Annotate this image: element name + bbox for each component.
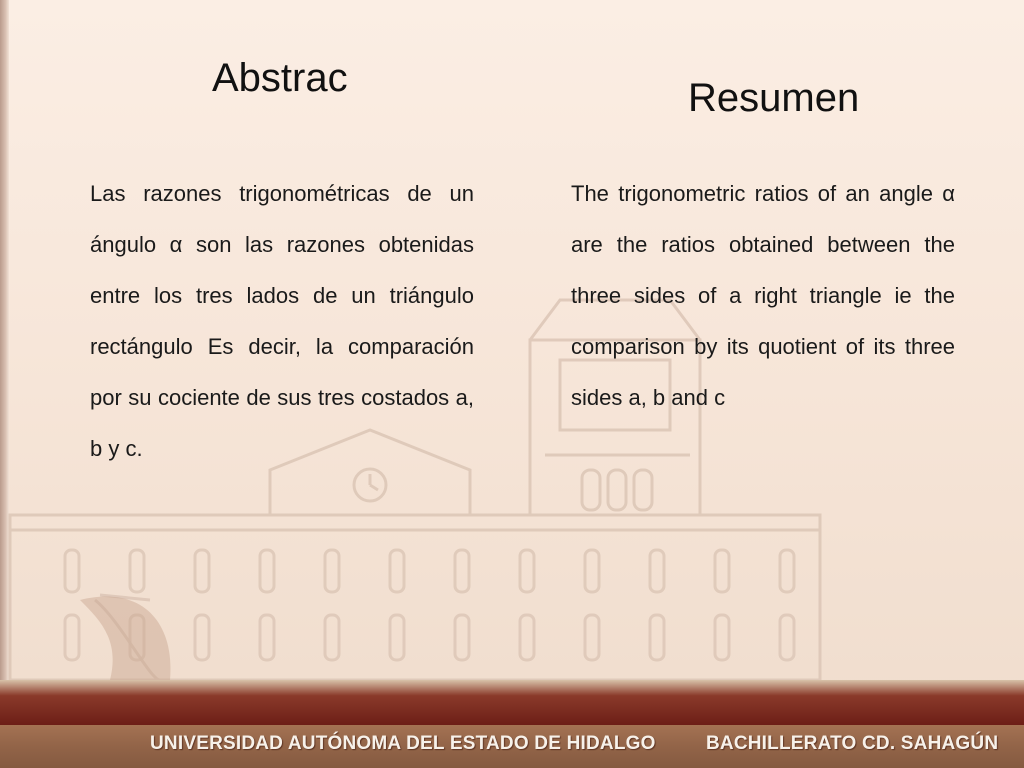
title-abstrac: Abstrac: [212, 56, 348, 100]
footer-band: [0, 680, 1024, 725]
title-resumen: Resumen: [688, 76, 860, 120]
footer-university: UNIVERSIDAD AUTÓNOMA DEL ESTADO DE HIDALGO: [150, 733, 656, 754]
footer-school: BACHILLERATO CD. SAHAGÚN: [706, 733, 999, 754]
paragraph-english: The trigonometric ratios of an angle α are the ratios obtained between the three sides of a right triangle ie the comparison by its quotient of its three sides a, b and c: [571, 181, 955, 410]
paragraph-spanish: Las razones trigonométricas de un ángulo α son las razones obtenidas entre los tres lados de un triángulo rectángulo Es decir, la comparación por su cociente de sus tres costados a, b y c.: [90, 181, 474, 461]
